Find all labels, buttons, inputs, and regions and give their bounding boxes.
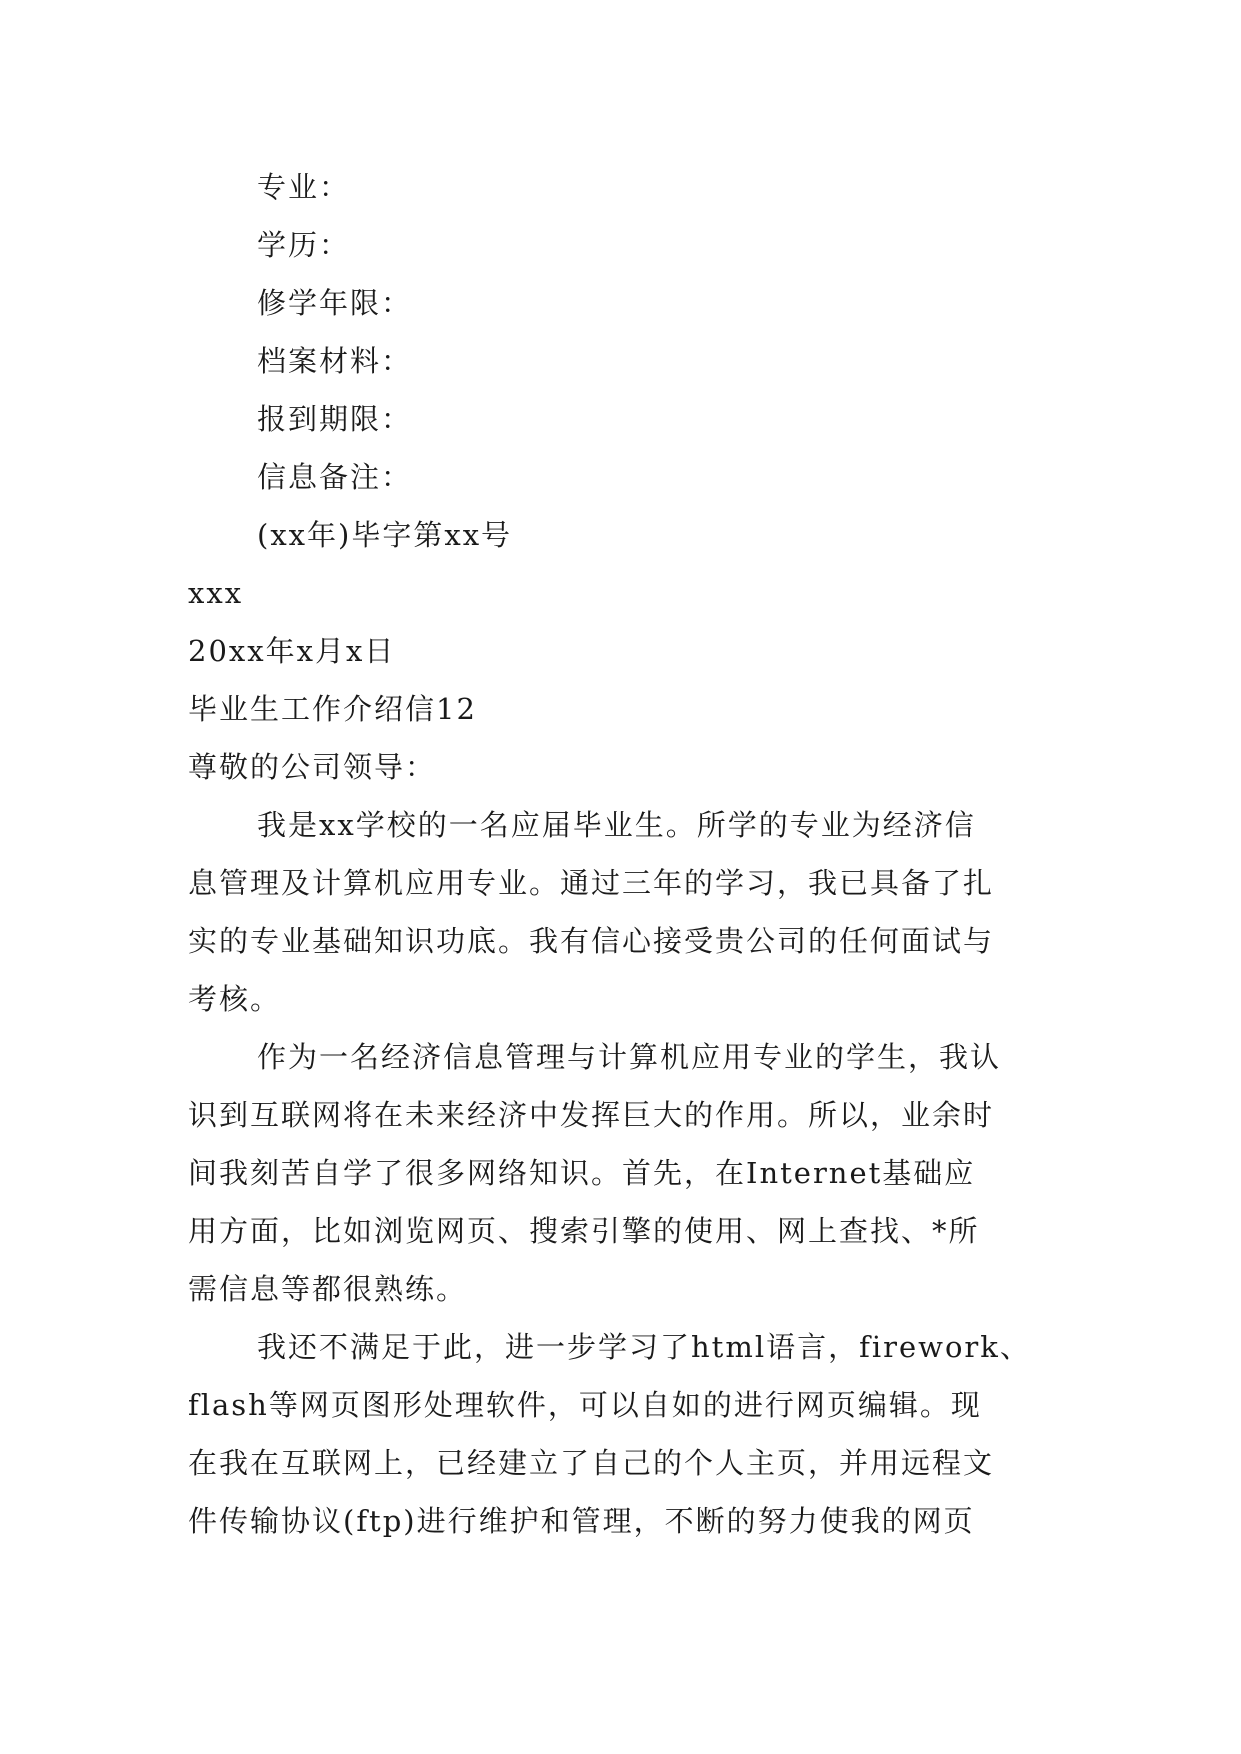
letter-heading: 毕业生工作介绍信12 xyxy=(188,692,477,726)
salutation: 尊敬的公司领导： xyxy=(188,750,437,784)
field-notes: 信息备注： xyxy=(257,460,413,494)
body-line: flash等网页图形处理软件，可以自如的进行网页编辑。现 xyxy=(188,1388,982,1422)
date: 20xx年x月x日 xyxy=(188,634,396,668)
body-line: 息管理及计算机应用专业。通过三年的学习，我已具备了扎 xyxy=(188,866,995,900)
document-number: (xx年)毕字第xx号 xyxy=(257,518,513,552)
body-line: 实的专业基础知识功底。我有信心接受贵公司的任何面试与 xyxy=(188,924,995,958)
field-report-deadline: 报到期限： xyxy=(257,402,413,436)
field-archive: 档案材料： xyxy=(257,344,413,378)
field-major: 专业： xyxy=(257,170,351,204)
body-line: 识到互联网将在未来经济中发挥巨大的作用。所以，业余时 xyxy=(188,1098,995,1132)
body-line: 在我在互联网上，已经建立了自己的个人主页，并用远程文 xyxy=(188,1446,995,1480)
field-education: 学历： xyxy=(257,228,351,262)
field-study-years: 修学年限： xyxy=(257,286,413,320)
body-line: 间我刻苦自学了很多网络知识。首先，在Internet基础应 xyxy=(188,1156,976,1190)
body-line: 用方面，比如浏览网页、搜索引擎的使用、网上查找、*所 xyxy=(188,1214,980,1248)
body-line: 作为一名经济信息管理与计算机应用专业的学生，我认 xyxy=(257,1040,1002,1074)
body-line: 我还不满足于此，进一步学习了html语言，firework、 xyxy=(257,1330,1031,1364)
body-line: 考核。 xyxy=(188,982,282,1016)
body-line: 我是xx学校的一名应届毕业生。所学的专业为经济信 xyxy=(257,808,976,842)
signer: xxx xyxy=(188,576,244,610)
body-line: 需信息等都很熟练。 xyxy=(188,1272,468,1306)
body-line: 件传输协议(ftp)进行维护和管理，不断的努力使我的网页 xyxy=(188,1504,975,1538)
